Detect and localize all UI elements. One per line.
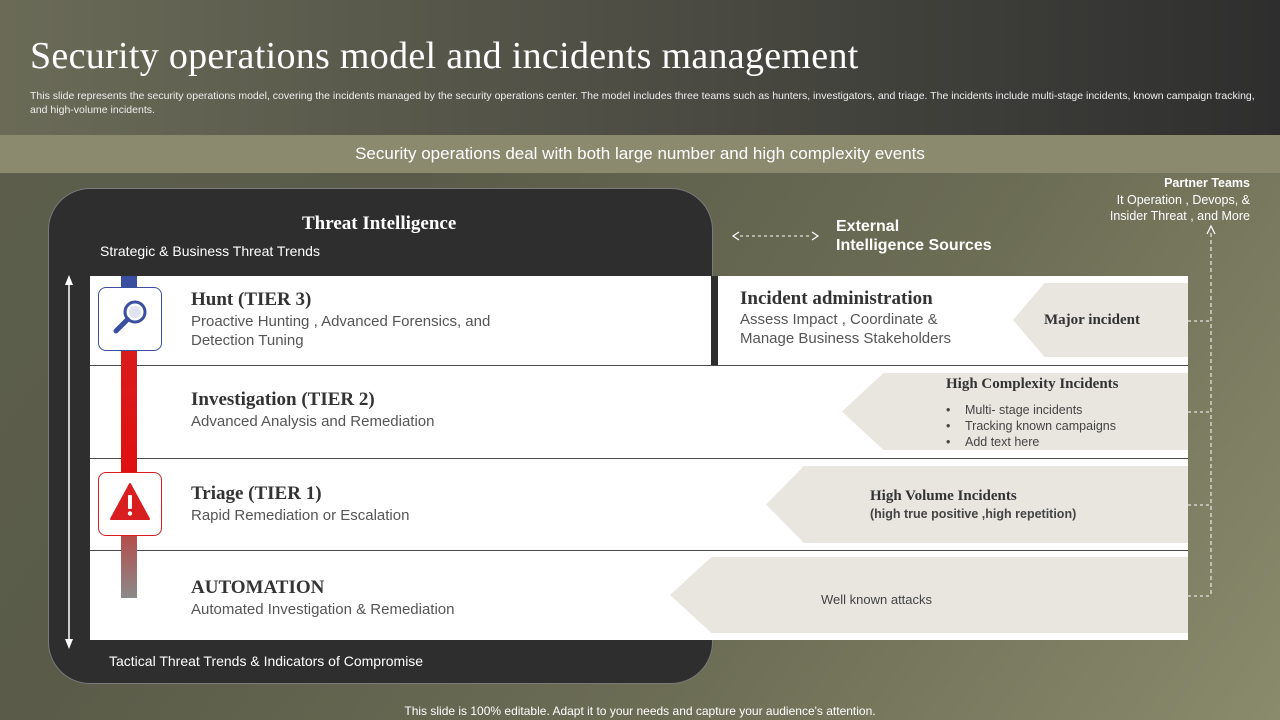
hunt-tier-desc-line1: Proactive Hunting , Advanced Forensics, and [191,313,491,330]
list-item: • Multi- stage incidents [946,402,1116,418]
arrow-right-icon [812,232,818,240]
hunt-tier-desc-line2: Detection Tuning [191,332,304,349]
incident-admin-desc-line2: Manage Business Stakeholders [740,330,951,347]
list-item: • Add text here [946,434,1116,450]
hunt-tier-title: Hunt (TIER 3) [191,289,312,310]
list-item: • Tracking known campaigns [946,418,1116,434]
major-incident-label: Major incident [1044,312,1140,328]
incident-admin-title: Incident administration [740,288,933,309]
banner: Security operations deal with both large number and high complexity events [0,135,1280,173]
partner-line2: Insider Threat , and More [1109,209,1250,223]
investigation-tier-title: Investigation (TIER 2) [191,389,375,410]
arrow-left-icon [733,232,739,240]
external-line1: External [836,218,900,235]
tactical-trends-label: Tactical Threat Trends & Indicators of Compromise [109,653,424,669]
footer-note: This slide is 100% editable. Adapt it to your needs and capture your audience's attention. [404,704,876,718]
triage-tier-title: Triage (TIER 1) [191,483,322,504]
incident-admin-desc-line1: Assess Impact , Coordinate & [740,311,938,328]
threat-intelligence-subtitle: Strategic & Business Threat Trends [100,243,320,259]
high-volume-subtitle: (high true positive ,high repetition) [870,507,1077,521]
slide-title: Security operations model and incidents management [30,35,859,77]
well-known-attacks-label: Well known attacks [821,592,933,607]
automation-tier-title: AUTOMATION [191,577,325,598]
external-line2: Intelligence Sources [836,237,992,254]
arrow-down-icon [65,639,73,649]
partner-teams-title: Partner Teams [1164,176,1250,190]
automation-tier-desc: Automated Investigation & Remediation [191,601,455,618]
threat-intelligence-title: Threat Intelligence [302,213,457,234]
investigation-tier-desc: Advanced Analysis and Remediation [191,413,435,430]
triage-tier-desc: Rapid Remediation or Escalation [191,507,410,524]
high-volume-title: High Volume Incidents [870,488,1017,504]
arrow-up-icon [1207,226,1215,234]
partner-line1: It Operation , Devops, & [1116,193,1250,207]
arrow-up-icon [65,275,73,285]
high-complexity-title: High Complexity Incidents [946,376,1119,392]
slide-description: This slide represents the security operations model, covering the incidents managed by the security operations center. The model includes three teams such as hunters, investigators, and triage. The incidents include multi-stage incidents, known campaign tracking, and high-volume incidents. [30,90,1255,116]
